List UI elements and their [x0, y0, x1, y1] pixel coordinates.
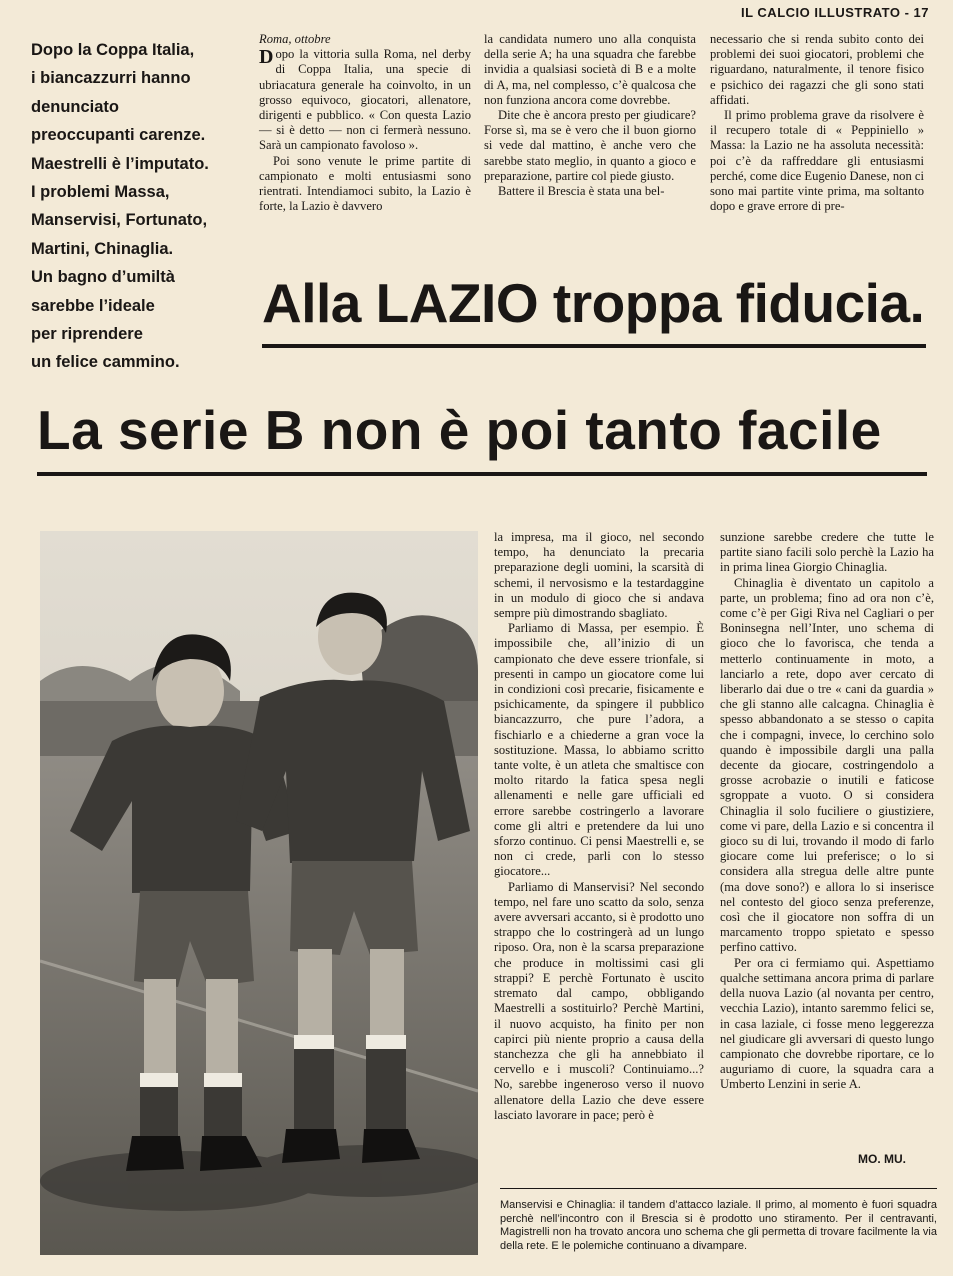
paragraph: necessario che si renda subito conto dei problemi dei suoi giocatori, problemi che riguardano, naturalmente, il tenore fisico e psichico dei ragazzi che gli sono stati affidati. — [710, 32, 924, 107]
paragraph: Il primo problema grave da risolvere è il recupero totale di « Peppiniello » Massa: la Lazio ne ha assoluta necessità: poi c’è da raffreddare gli entusiasmi perché, come dice Eugenio Danese, non ci sono mai partite vinte prima, ma soltanto dopo e grave errore di pre- — [710, 108, 925, 214]
masthead: IL CALCIO ILLUSTRATO - 17 — [740, 5, 929, 20]
intro-line: per riprendere — [31, 325, 143, 344]
intro-line: un felice cammino. — [31, 353, 180, 372]
paragraph: la candidata numero uno alla conquista della serie A; ha una squadra che farebbe invidia a qualsiasi società di B e a molte di A, ma, nel complesso, c’è qualcosa che non funziona ancora come dovrebbe. — [484, 32, 696, 107]
intro-line: Maestrelli è l’imputato. — [31, 154, 209, 173]
paragraph: Dite che è ancora presto per giudicare? Forse sì, ma se è vero che il buon giorno si vede dal mattino, è anche vero che sarebbe stato meglio, in quanto a gioco e preparazione, partire col piede giusto. — [484, 108, 696, 183]
article-column-3 — [710, 32, 924, 214]
intro-line: preoccupanti carenze. — [31, 126, 206, 145]
intro-line: Manservisi, Fortunato, — [31, 211, 208, 230]
article-column-5 — [720, 530, 934, 1093]
intro-line: Martini, Chinaglia. — [31, 239, 174, 258]
divider — [500, 1188, 937, 1189]
paragraph: Parliamo di Manservisi? Nel secondo tempo, nel fare uno scatto da solo, senza avere avversari accanto, si è prodotto uno strappo che lo costringerà ad un lungo riposo. Ora, non è la scarsa preparazione che produce in moltissimi casi gli strappi? E perchè Fortunato è uscito stremato dal campo, obbligando Maestrelli a sostituirlo? Perchè Martini, il nuovo acquisto, ha finito per non capirci più niente proprio a causa della stanchezza che gli ha annebbiato il cervello e i muscoli? Continuiamo...? No, sarebbe ingeneroso verso il nuovo allenatore della Lazio che deve essere lasciato lavorare in pace; però è — [494, 879, 704, 1122]
intro-line: denunciato — [31, 97, 120, 116]
article-column-4 — [494, 530, 704, 1123]
players-photo-illustration — [40, 531, 478, 1255]
paragraph: sunzione sarebbe credere che tutte le partite siano facili solo perchè la Lazio ha in prima linea Giorgio Chinaglia. — [720, 530, 934, 575]
divider — [262, 344, 926, 348]
article-column-1 — [259, 32, 471, 214]
author-signature: MO. MU. — [858, 1152, 906, 1166]
paragraph-text: opo la vittoria sulla Roma, nel derby di Coppa Italia, una specie di ubriacatura generale ha coinvolto, in un grosso equivoco, giocatori, allenatore, dirigenti e pubblico. « Con questa Lazio — si è detto — non ci fermerà nessuno. Sarà un campionato favoloso ». — [259, 47, 471, 153]
intro-line: Un bagno d’umiltà — [31, 268, 175, 287]
paragraph: Battere il Brescia è stata una bel- — [498, 184, 665, 199]
photo-caption: Manservisi e Chinaglia: il tandem d’attacco laziale. Il primo, al momento è fuori squadra perchè nell’incontro con il Brescia si è prodotto uno stiramento. Per il centravanti, Magistrelli non ha trovato ancora uno schema che gli permetta di trovare facilmente la via della rete. E le polemiche continuano a divampare. — [500, 1199, 937, 1252]
headline-main: La serie B non è poi tanto facile — [37, 399, 882, 461]
paragraph: Parliamo di Massa, per esempio. È impossibile che, all’inizio di un campionato che deve essere trionfale, si presenti in campo un giocatore come lui in condizioni così precarie, fisicamente e psichicamente, da spingere il pubblico biancazzurro, che pure l’adora, a fischiarlo e a chiederne a gran voce la sostituzione. Massa, lo abbiamo scritto tante volte, è un atleta che smaltisce con molto ritardo la fatica spesa negli allenamenti e nelle gare ufficiali ed errore sarebbe costringerlo a lavorare come gli altri e pretendere da lui uno sforzo continuo. Ci pensi Maestrelli e, se non ci crede, parli con lo stesso giocatore... — [494, 621, 704, 879]
paragraph: la impresa, ma il gioco, nel secondo tempo, ha denunciato la precaria preparazione degli uomini, la scarsità di schemi, il nervosismo e la testardaggine in un modulo di gioco che si andava sempre più dimostrando sbagliato. — [494, 530, 704, 621]
divider — [37, 472, 927, 476]
headline-secondary: Alla LAZIO troppa fiducia. — [262, 272, 925, 334]
paragraph: Poi sono venute le prime partite di campionato e molti entusiasmi sono rientrati. Intendiamoci subito, la Lazio è forte, la Lazio è davvero — [259, 153, 471, 214]
intro-deck — [31, 36, 253, 377]
paragraph: Per ora ci fermiamo qui. Aspettiamo qualche settimana ancora prima di parlare della nuova Lazio (al novanta per centro, vecchia Lazio), intanto saremmo felici se, in casa laziale, ci fosse meno leggerezza nel giudicare gli avversari di questo lungo campionato che dovrebbe riportare, ce lo auguriamo di cuore, la squadra cara a Umberto Lenzini in serie A. — [720, 955, 934, 1092]
article-column-2 — [484, 32, 696, 199]
paragraph — [259, 47, 471, 153]
photo-players — [40, 531, 478, 1255]
dateline: Roma, ottobre — [259, 32, 331, 46]
drop-cap: D — [259, 46, 274, 69]
intro-line: i biancazzurri hanno — [31, 69, 191, 88]
intro-line: sarebbe l’ideale — [31, 296, 155, 315]
intro-line: I problemi Massa, — [31, 183, 170, 202]
intro-line: Dopo la Coppa Italia, — [31, 41, 195, 59]
paragraph: Chinaglia è diventato un capitolo a parte, un problema; fino ad ora non c’è, come c’è per Gigi Riva nel Cagliari o per Boninsegna nell’Inter, uno schema di gioco che lo favorisca, che tenda a metterlo continuamente in moto, a lanciarlo a rete, dopo aver cercato di liberarlo dai due o tre « cani da guardia » che gli stanno alle calcagna. Chinaglia è spesso abbandonato a se stesso o capita che i compagni, invece, lo cerchino solo quando è impossibile dargli una palla decente da giocare, costringendolo a grosse acrobazie o inutili e faticose sgroppate a vuoto. O si considera Chinaglia il solo fuciliere o giustiziere, come vi pare, della Lazio e si concentra il gioco su di lui, trovando il modo di farlo giocare come lui preferisce; o lo si considera alla stregua delle altre punte (ma dove sono?) e allora lo si inserisce nel contesto del gioco senza preferenze, così che il giocatore non soffra di un marcamento troppo spietato e spesso perfino cattivo. — [720, 575, 934, 955]
